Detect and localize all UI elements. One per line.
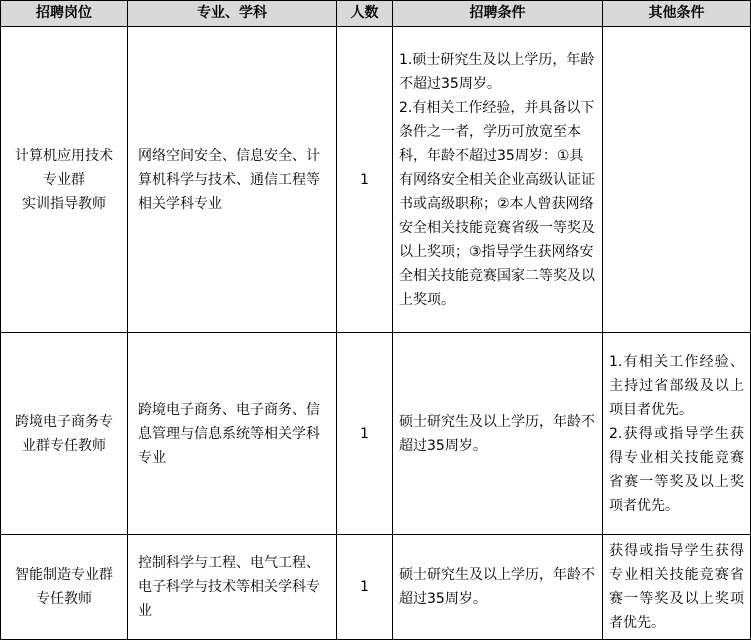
header-row [1,1,751,27]
requirements-cell [393,27,603,333]
position-line: 专任教师 [36,591,92,607]
requirement-item: 1.硕士研究生及以上学历，年龄不超过35周岁。 [399,51,595,92]
major-cell: 网络空间安全、信息安全、计算机科学与技术、通信工程等相关学科专业 [128,27,337,333]
position-cell [1,333,128,535]
major-cell: 跨境电子商务、电子商务、信息管理与信息系统等相关学科专业 [128,333,337,535]
header-requirements: 招聘条件 [393,1,603,27]
position-line: 跨境电子商务专 [15,413,113,430]
position-line: 专业群 [43,171,85,188]
other-cell [603,27,751,333]
position-line: 计算机应用技术 [15,147,113,164]
header-position: 招聘岗位 [1,1,128,27]
other-cell [603,535,751,640]
other-item: 1.有相关工作经验、主持过省部级及以上项目者优先。 [609,353,744,418]
table-row [1,333,751,535]
other-item: 获得或指导学生获得专业相关技能竞赛省赛一等奖及以上奖项者优先。 [609,543,744,631]
count-cell: 1 [337,535,393,640]
requirement-item: 硕士研究生及以上学历，年龄不超过35周岁。 [399,567,595,607]
position-cell [1,535,128,640]
count-cell: 1 [337,27,393,333]
header-count: 人数 [337,1,393,27]
table-row [1,27,751,333]
position-line: 业群专任教师 [22,437,106,454]
requirement-item: 硕士研究生及以上学历，年龄不超过35周岁。 [399,413,595,454]
other-cell [603,333,751,535]
requirements-cell [393,535,603,640]
major-cell: 控制科学与工程、电气工程、电子科学与技术等相关学科专业 [128,535,337,640]
header-other: 其他条件 [603,1,751,27]
table-row [1,535,751,640]
position-line: 智能制造专业群 [15,567,113,583]
position-line: 实训指导教师 [22,195,106,212]
header-major: 专业、学科 [128,1,337,27]
other-item: 2.获得或指导学生获得专业相关技能竞赛省赛一等奖及以上奖项者优先。 [609,425,744,514]
position-cell [1,27,128,333]
requirements-cell [393,333,603,535]
count-cell: 1 [337,333,393,535]
requirement-item: 2.有相关工作经验，并具备以下条件之一者，学历可放宽至本科，年龄不超过35周岁：①具有网络安全相关企业高级认证证书或高级职称；②本人曾获网络安全相关技能竞赛省级一等奖及以上奖项；③指导学生获网络安全相关技能竞赛国家二等奖及以上奖项。 [399,99,595,308]
